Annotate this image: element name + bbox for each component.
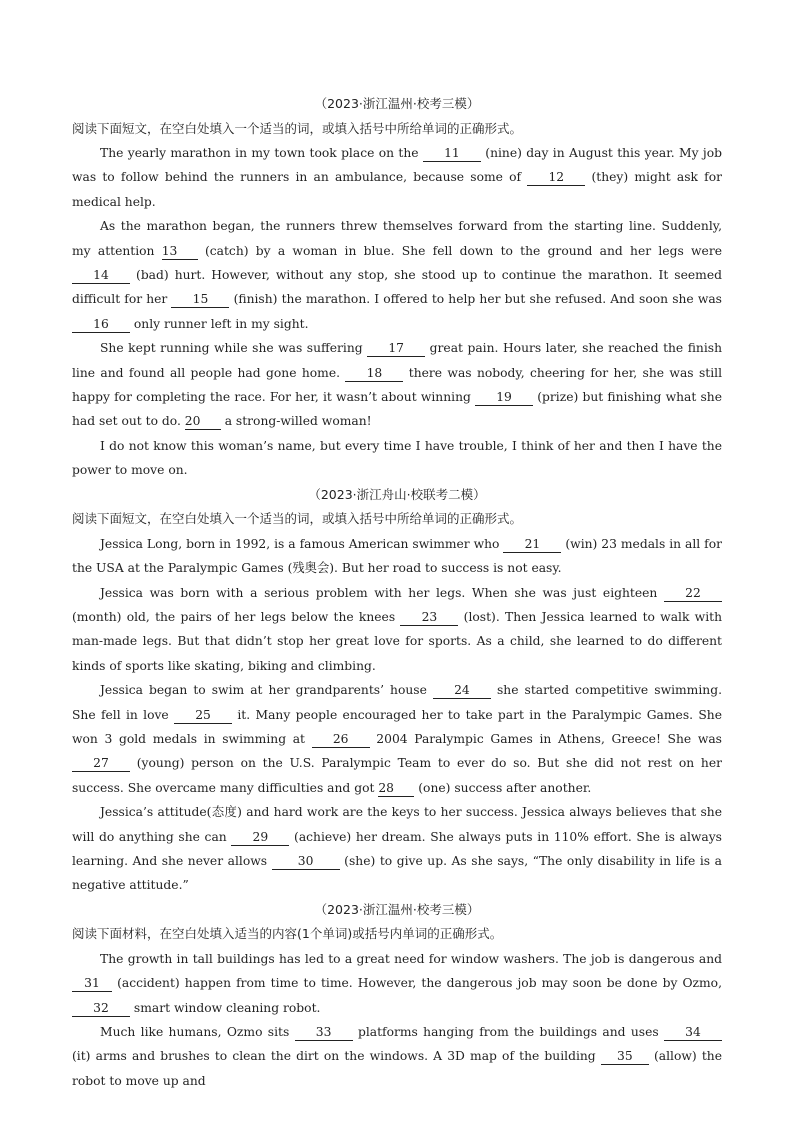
passage-text: she started competitive swimming. She fell in love <box>72 683 722 722</box>
passage-text: (catch) by a woman in blue. She fell down to the ground and her legs were <box>197 243 722 258</box>
passage-text: (bad) hurt. However, without any stop, she stood up to continue the marathon. It seemed difficult for her <box>72 268 722 307</box>
passage-text: (achieve) her dream. She always puts in 110% effort. She is always learning. And she never allows <box>72 829 722 868</box>
passage-text: (they) might ask for medical help. <box>72 170 722 209</box>
passage-text: (month) old, the pairs of her legs below the knees <box>72 609 401 624</box>
answer-blank-26[interactable]: 26 <box>312 732 370 748</box>
passage-paragraph <box>72 800 722 898</box>
passage-text: (it) arms and brushes to clean the dirt on the windows. A 3D map of the building <box>72 1049 601 1064</box>
answer-blank-23[interactable]: 23 <box>400 610 458 626</box>
passage-text: (one) success after another. <box>414 780 592 795</box>
exercise-section <box>72 898 722 1093</box>
passage-text: (win) 23 medals in all for the USA at the Paralympic Games (残奥会). But her road to success is not easy. <box>72 536 722 576</box>
answer-blank-18[interactable]: 18 <box>345 366 403 382</box>
passage-text: (allow) the robot to move up and <box>72 1049 722 1088</box>
answer-blank-34[interactable]: 34 <box>664 1025 722 1041</box>
passage-paragraph <box>72 532 722 581</box>
passage-text: platforms hanging from the buildings and uses <box>352 1025 664 1039</box>
passage-text: The growth in tall buildings has led to a great need for window washers. The job is dangerous and <box>100 951 722 966</box>
passage-paragraph <box>72 678 722 800</box>
passage-text: (lost). Then Jessica learned to walk with man-made legs. But that didn’t stop her great love for sports. As a child, she learned to do different kinds of sports like skating, biking and climbing. <box>72 609 722 673</box>
passage-paragraph <box>72 214 722 336</box>
passage-text: Jessica was born with a serious problem with her legs. When she was just eighteen <box>100 585 664 600</box>
passage-text: only runner left in my sight. <box>130 316 309 331</box>
exercise-section <box>72 483 722 898</box>
answer-blank-16[interactable]: 16 <box>72 317 130 333</box>
passage-text: Jessica’s attitude(态度) and hard work are the keys to her success. Jessica always believes that she will do anything she can <box>72 805 722 844</box>
passage-text: a strong-willed woman! <box>220 414 372 429</box>
section-instruction: 阅读下面短文，在空白处填入一个适当的词，或填入括号中所给单词的正确形式。 <box>72 120 523 136</box>
answer-blank-33[interactable]: 33 <box>295 1025 353 1041</box>
passage-text: (prize) but finishing what she had set out to do. <box>72 390 723 429</box>
passage-text: As the marathon began, the runners threw themselves forward from the starting line. Suddenly, my attention <box>72 219 722 258</box>
passage-paragraph <box>72 947 722 1020</box>
passage-paragraph <box>72 141 722 214</box>
answer-blank-19[interactable]: 19 <box>475 390 533 406</box>
document-page <box>72 92 722 1093</box>
passage-paragraph <box>72 434 722 483</box>
passage-paragraph <box>72 1020 722 1093</box>
passage-paragraph <box>72 581 722 679</box>
answer-blank-30[interactable]: 30 <box>272 854 340 870</box>
passage-text: (accident) happen from time to time. However, the dangerous job may soon be done by Ozmo, <box>112 976 722 991</box>
answer-blank-32[interactable]: 32 <box>72 1001 130 1017</box>
answer-blank-13[interactable]: 13 <box>162 244 198 260</box>
passage-text: The yearly marathon in my town took place on the <box>100 146 423 160</box>
answer-blank-31[interactable]: 31 <box>72 976 112 992</box>
exercise-section <box>72 92 722 483</box>
answer-blank-17[interactable]: 17 <box>367 341 425 357</box>
answer-blank-12[interactable]: 12 <box>527 170 585 186</box>
passage-text: (she) to give up. As she says, “The only disability in life is a negative attitude.” <box>72 853 722 893</box>
answer-blank-27[interactable]: 27 <box>72 756 130 772</box>
answer-blank-20[interactable]: 20 <box>185 414 221 430</box>
answer-blank-28[interactable]: 28 <box>378 781 414 797</box>
answer-blank-35[interactable]: 35 <box>601 1049 649 1065</box>
answer-blank-25[interactable]: 25 <box>174 708 232 724</box>
section-source: （2023·浙江温州·校考三模） <box>314 901 480 917</box>
passage-text: it. Many people encouraged her to take part in the Paralympic Games. She won 3 gold medals in swimming at <box>72 707 722 746</box>
passage-text: She kept running while she was suffering <box>100 341 368 356</box>
passage-text: there was nobody, cheering for her, she was still happy for completing the race. For her, it wasn’t about winning <box>72 365 722 405</box>
section-source: （2023·浙江舟山·校联考二模） <box>308 486 486 502</box>
passage-text: great pain. Hours later, she reached the finish line and found all people had gone home. <box>72 341 722 380</box>
passage-text: I do not know this woman’s name, but every time I have trouble, I think of her and then I have the power to move on. <box>72 438 722 478</box>
passage-text: smart window cleaning robot. <box>130 1000 321 1015</box>
passage-text: Jessica Long, born in 1992, is a famous American swimmer who <box>100 536 504 551</box>
answer-blank-22[interactable]: 22 <box>664 586 722 602</box>
passage-text: Much like humans, Ozmo sits <box>100 1025 295 1039</box>
answer-blank-14[interactable]: 14 <box>72 268 130 284</box>
passage-paragraph <box>72 336 722 434</box>
passage-text: (young) person on the U.S. Paralympic Team to ever do so. But she did not rest on her success. She overcame many difficulties and got <box>72 756 722 795</box>
passage-text: Jessica began to swim at her grandparents’ house <box>100 683 433 698</box>
section-instruction: 阅读下面短文，在空白处填入一个适当的词，或填入括号中所给单词的正确形式。 <box>72 511 523 527</box>
answer-blank-11[interactable]: 11 <box>423 146 481 162</box>
section-source: （2023·浙江温州·校考三模） <box>314 96 480 111</box>
answer-blank-24[interactable]: 24 <box>433 683 491 699</box>
answer-blank-21[interactable]: 21 <box>503 537 561 553</box>
answer-blank-29[interactable]: 29 <box>231 830 289 846</box>
passage-text: (nine) day in August this year. My job was to follow behind the runners in an ambulance, because some of <box>72 146 722 185</box>
passage-text: 2004 Paralympic Games in Athens, Greece! She was <box>369 731 722 746</box>
section-instruction: 阅读下面材料，在空白处填入适当的内容(1个单词)或括号内单词的正确形式。 <box>72 926 503 942</box>
passage-text: (finish) the marathon. I offered to help her but she refused. And soon she was <box>229 292 722 307</box>
answer-blank-15[interactable]: 15 <box>171 292 229 308</box>
